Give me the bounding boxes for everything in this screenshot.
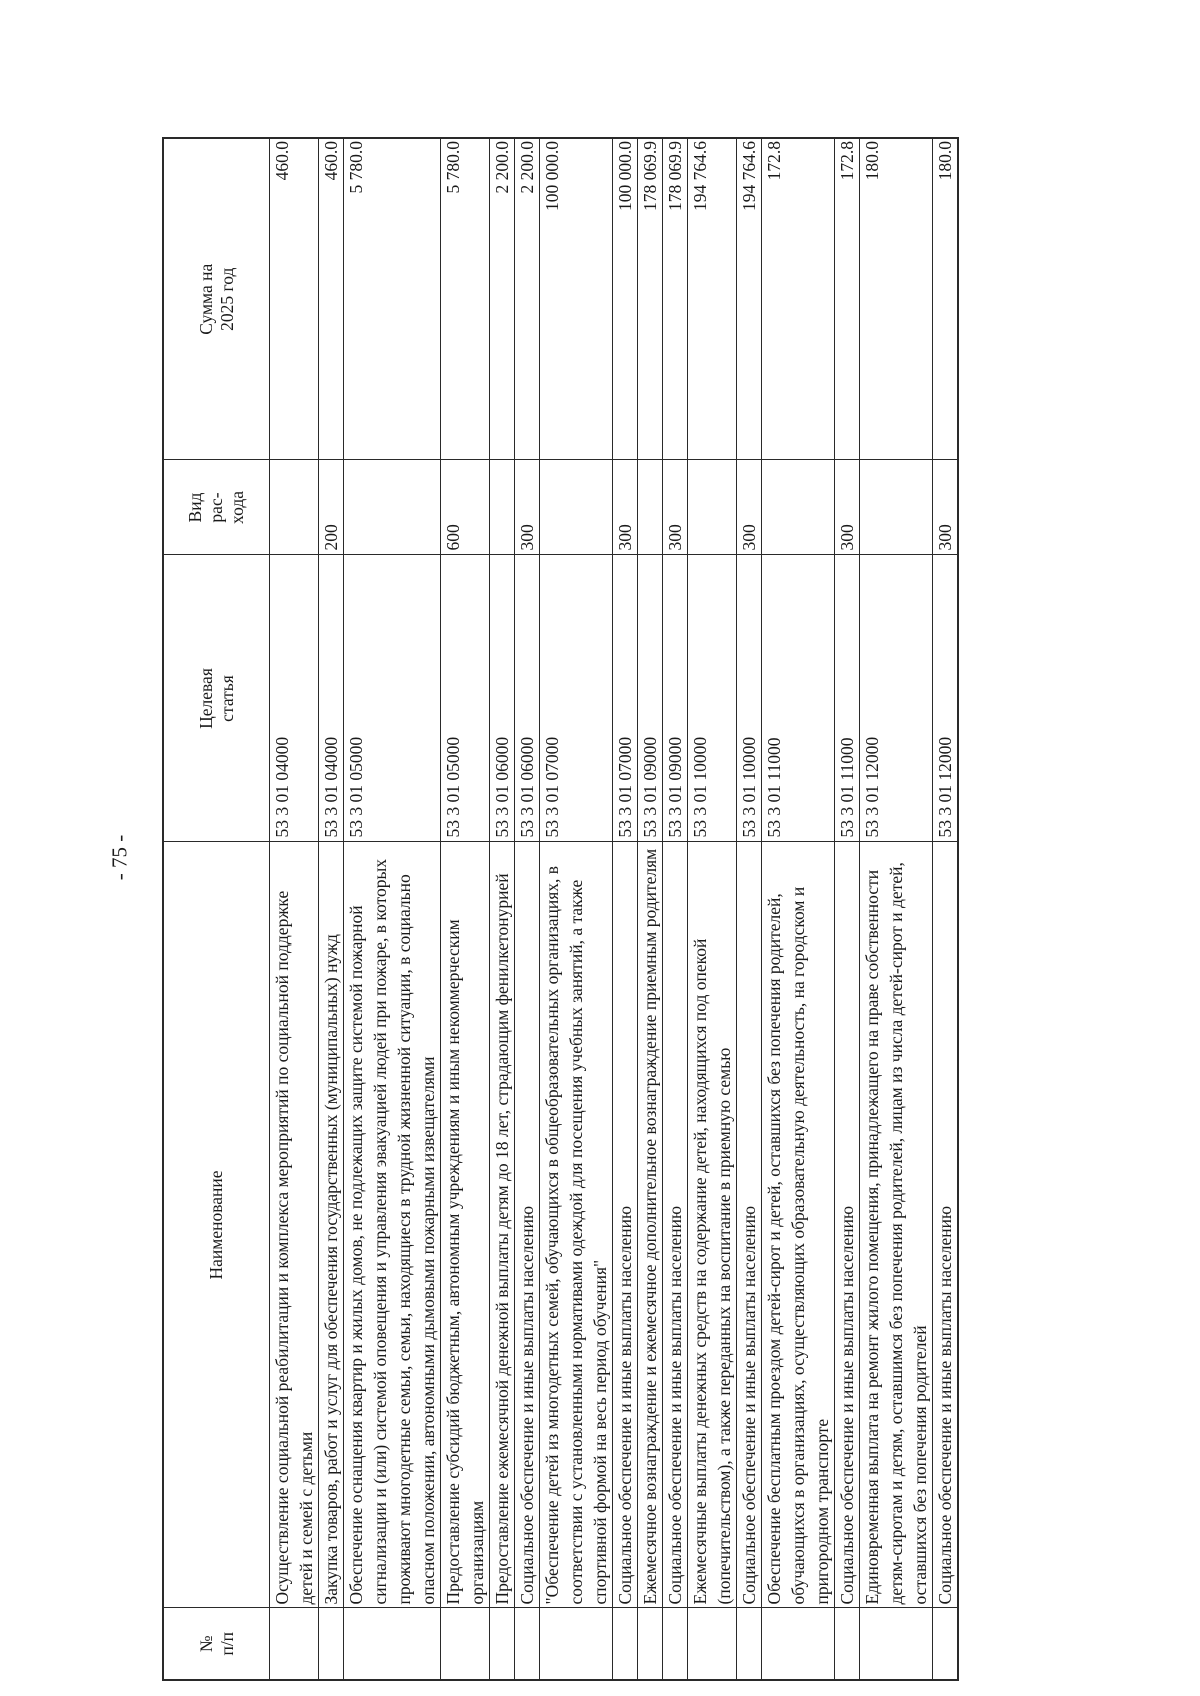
- header-code-label: Целевая статья: [195, 668, 237, 729]
- cell-target-article: 53 3 01 11000: [762, 555, 835, 842]
- cell-expense-type: 300: [737, 460, 762, 555]
- cell-sum-2025: 180.0: [860, 138, 933, 460]
- header-name-label: Наименование: [206, 1170, 226, 1280]
- table-row: [860, 138, 933, 1680]
- table-row: [490, 138, 515, 1680]
- cell-name: Социальное обеспечение и иные выплаты населению: [737, 842, 762, 1608]
- cell-num: [490, 1608, 515, 1680]
- cell-num: [933, 1608, 959, 1680]
- table-row: [344, 138, 441, 1680]
- cell-num: [441, 1608, 490, 1680]
- header-sum: [163, 138, 270, 460]
- cell-num: [860, 1608, 933, 1680]
- cell-target-article: 53 3 01 07000: [540, 555, 613, 842]
- table-row: [515, 138, 540, 1680]
- cell-expense-type: 300: [515, 460, 540, 555]
- table-header: [163, 138, 270, 1680]
- cell-expense-type: 200: [319, 460, 344, 555]
- budget-table: [162, 137, 959, 1681]
- cell-sum-2025: 194 764.6: [688, 138, 737, 460]
- cell-name: Ежемесячное вознаграждение и ежемесячное дополнительное вознаграждение приемным родителям: [638, 842, 663, 1608]
- header-code: [163, 555, 270, 842]
- cell-num: [344, 1608, 441, 1680]
- cell-sum-2025: 460.0: [270, 138, 319, 460]
- cell-target-article: 53 3 01 07000: [613, 555, 638, 842]
- cell-sum-2025: 180.0: [933, 138, 959, 460]
- cell-name: Ежемесячные выплаты денежных средств на содержание детей, находящихся под опекой (попечительством), а также переданных на воспитание в приемную семью: [688, 842, 737, 1608]
- cell-name: Социальное обеспечение и иные выплаты населению: [515, 842, 540, 1608]
- cell-num: [688, 1608, 737, 1680]
- cell-sum-2025: 2 200.0: [515, 138, 540, 460]
- cell-expense-type: [490, 460, 515, 555]
- cell-target-article: 53 3 01 04000: [270, 555, 319, 842]
- cell-target-article: 53 3 01 12000: [860, 555, 933, 842]
- cell-name: "Обеспечение детей из многодетных семей, обучающихся в общеобразовательных организациях, в соответствии с установленными нормативами одеждой для посещения учебных занятий, а также спортивной формой на весь период обучения": [540, 842, 613, 1608]
- cell-sum-2025: 100 000.0: [540, 138, 613, 460]
- cell-expense-type: [860, 460, 933, 555]
- cell-expense-type: 300: [613, 460, 638, 555]
- cell-sum-2025: 178 069.9: [638, 138, 663, 460]
- cell-num: [270, 1608, 319, 1680]
- header-num: [163, 1608, 270, 1680]
- cell-target-article: 53 3 01 10000: [688, 555, 737, 842]
- table-row: [319, 138, 344, 1680]
- cell-sum-2025: 172.8: [762, 138, 835, 460]
- table-row: [613, 138, 638, 1680]
- cell-target-article: 53 3 01 11000: [835, 555, 860, 842]
- cell-num: [540, 1608, 613, 1680]
- cell-target-article: 53 3 01 12000: [933, 555, 959, 842]
- cell-name: Предоставление ежемесячной денежной выплаты детям до 18 лет, страдающим фенилкетонурией: [490, 842, 515, 1608]
- cell-target-article: 53 3 01 06000: [515, 555, 540, 842]
- cell-name: Обеспечение бесплатным проездом детей-сирот и детей, оставшихся без попечения родителей, обучающихся в организациях, осуществляющих образовательную деятельность, на городском и пригородном транспорте: [762, 842, 835, 1608]
- cell-target-article: 53 3 01 04000: [319, 555, 344, 842]
- cell-name: Социальное обеспечение и иные выплаты населению: [663, 842, 688, 1608]
- cell-sum-2025: 178 069.9: [663, 138, 688, 460]
- table-row: [270, 138, 319, 1680]
- cell-expense-type: [344, 460, 441, 555]
- cell-expense-type: 300: [933, 460, 959, 555]
- cell-target-article: 53 3 01 06000: [490, 555, 515, 842]
- cell-num: [515, 1608, 540, 1680]
- table-row: [688, 138, 737, 1680]
- cell-expense-type: 300: [835, 460, 860, 555]
- header-type-label: Вид рас- хода: [185, 491, 247, 525]
- header-num-label: № п/п: [195, 1631, 237, 1656]
- cell-expense-type: [540, 460, 613, 555]
- cell-target-article: 53 3 01 10000: [737, 555, 762, 842]
- table-row: [441, 138, 490, 1680]
- cell-target-article: 53 3 01 09000: [638, 555, 663, 842]
- cell-name: Социальное обеспечение и иные выплаты населению: [835, 842, 860, 1608]
- cell-num: [762, 1608, 835, 1680]
- cell-name: Предоставление субсидий бюджетным, автономным учреждениям и иным некоммерческим организациям: [441, 842, 490, 1608]
- cell-name: Закупка товаров, работ и услуг для обеспечения государственных (муниципальных) нужд: [319, 842, 344, 1608]
- cell-name: Социальное обеспечение и иные выплаты населению: [933, 842, 959, 1608]
- table-row: [933, 138, 959, 1680]
- cell-num: [663, 1608, 688, 1680]
- cell-expense-type: [270, 460, 319, 555]
- cell-sum-2025: 172.8: [835, 138, 860, 460]
- cell-name: Осуществление социальной реабилитации и комплекса мероприятий по социальной поддержке детей и семей с детьми: [270, 842, 319, 1608]
- budget-table-container: [162, 139, 1081, 1681]
- cell-name: Обеспечение оснащения квартир и жилых домов, не подлежащих защите системой пожарной сигнализации и (или) системой оповещения и управления эвакуацией людей при пожаре, в которых проживают многодетные семьи, семьи, находящиеся в трудной жизненной ситуации, в социально опасном положении, автономными дымовыми пожарными извещателями: [344, 842, 441, 1608]
- table-row: [540, 138, 613, 1680]
- cell-num: [835, 1608, 860, 1680]
- cell-num: [319, 1608, 344, 1680]
- cell-expense-type: 300: [663, 460, 688, 555]
- table-row: [762, 138, 835, 1680]
- table-row: [737, 138, 762, 1680]
- cell-name: Социальное обеспечение и иные выплаты населению: [613, 842, 638, 1608]
- cell-target-article: 53 3 01 05000: [344, 555, 441, 842]
- cell-sum-2025: 460.0: [319, 138, 344, 460]
- cell-sum-2025: 2 200.0: [490, 138, 515, 460]
- cell-sum-2025: 5 780.0: [344, 138, 441, 460]
- cell-name: Единовременная выплата на ремонт жилого помещения, принадлежащего на праве собственности детям-сиротам и детям, оставшимся без попечения родителей, лицам из числа детей-сирот и детей, оставшихся без попечения родителей: [860, 842, 933, 1608]
- cell-sum-2025: 5 780.0: [441, 138, 490, 460]
- cell-sum-2025: 100 000.0: [613, 138, 638, 460]
- cell-expense-type: [762, 460, 835, 555]
- header-name: [163, 842, 270, 1608]
- header-type: [163, 460, 270, 555]
- cell-target-article: 53 3 01 09000: [663, 555, 688, 842]
- header-row: [163, 138, 270, 1680]
- table-row: [835, 138, 860, 1680]
- cell-num: [613, 1608, 638, 1680]
- table-row: [638, 138, 663, 1680]
- cell-expense-type: [688, 460, 737, 555]
- table-body: [270, 138, 959, 1680]
- cell-num: [737, 1608, 762, 1680]
- cell-num: [638, 1608, 663, 1680]
- table-row: [663, 138, 688, 1680]
- page-number: - 75 -: [107, 834, 132, 881]
- header-sum-label: Сумма на 2025 год: [195, 263, 237, 335]
- cell-target-article: 53 3 01 05000: [441, 555, 490, 842]
- cell-expense-type: [638, 460, 663, 555]
- cell-sum-2025: 194 764.6: [737, 138, 762, 460]
- cell-expense-type: 600: [441, 460, 490, 555]
